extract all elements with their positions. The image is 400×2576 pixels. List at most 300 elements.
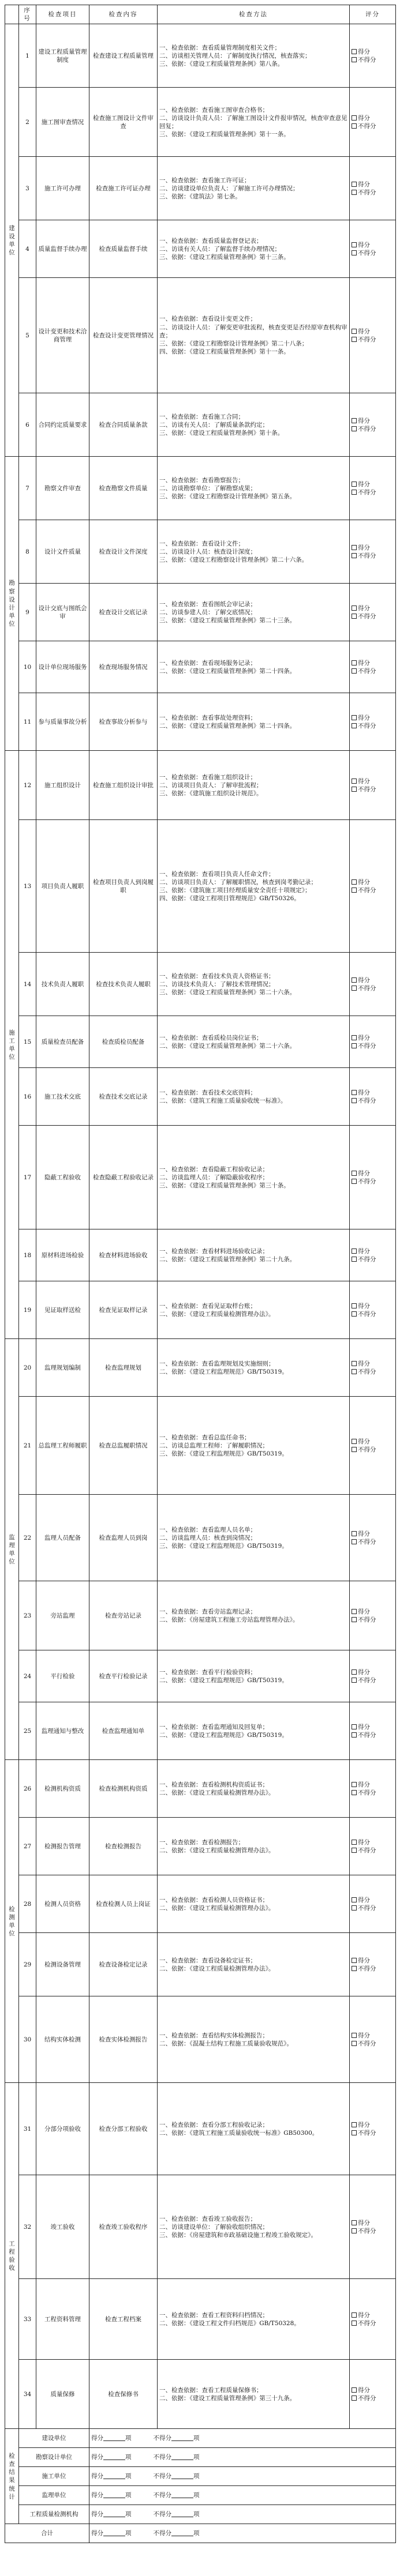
method-line: 二、访谈参建人员：了解交底情况； xyxy=(159,608,256,616)
checkbox-icon[interactable] xyxy=(352,49,357,54)
checkbox-icon[interactable] xyxy=(352,190,357,195)
checkbox-icon[interactable] xyxy=(352,1257,357,1262)
summary-row xyxy=(5,2505,396,2524)
row-seq: 15 xyxy=(19,1016,36,1068)
checkbox-icon[interactable] xyxy=(352,1678,357,1683)
summary-text: 不得分 xyxy=(153,2511,171,2518)
score-fail-option[interactable] xyxy=(352,2394,394,2402)
score-option-label: 不得分 xyxy=(358,1676,376,1684)
summary-text: 得分 xyxy=(91,2511,103,2518)
checkbox-icon[interactable] xyxy=(352,1531,357,1536)
score-option-label: 得分 xyxy=(358,114,370,122)
checkbox-icon[interactable] xyxy=(352,879,357,885)
score-option-label: 不得分 xyxy=(358,1965,376,1972)
score-fail-option[interactable] xyxy=(352,785,394,794)
score-fail-option[interactable] xyxy=(352,1178,394,1186)
summary-blank-field[interactable] xyxy=(103,2435,125,2441)
score-fail-option[interactable] xyxy=(352,886,394,894)
method-line: 二、访谈监理人员：核查到岗情况； xyxy=(159,1534,256,1541)
checkbox-icon[interactable] xyxy=(352,2396,357,2401)
row-item: 设计交底与图纸会审 xyxy=(36,584,89,641)
summary-blank-field[interactable] xyxy=(171,2473,193,2479)
row-seq: 8 xyxy=(19,520,36,584)
row-method xyxy=(158,2360,350,2429)
checkbox-icon[interactable] xyxy=(352,1043,357,1048)
checkbox-icon[interactable] xyxy=(352,1790,357,1795)
checkbox-icon[interactable] xyxy=(352,668,357,674)
row-method xyxy=(158,2279,350,2360)
checkbox-icon[interactable] xyxy=(352,2122,357,2127)
score-pass-option[interactable] xyxy=(352,1781,394,1789)
summary-blank-field[interactable] xyxy=(103,2511,125,2517)
score-fail-option[interactable] xyxy=(352,1255,394,1263)
row-score xyxy=(350,1397,396,1495)
row-item: 检测人员资格 xyxy=(36,1875,89,1933)
checkbox-icon[interactable] xyxy=(352,1035,357,1040)
table-row xyxy=(5,2360,396,2429)
score-fail-option[interactable] xyxy=(352,488,394,497)
checkbox-icon[interactable] xyxy=(352,1732,357,1738)
row-item: 质量监督手续办理 xyxy=(36,220,89,278)
row-seq: 29 xyxy=(19,1933,36,1996)
row-item: 分部分项验收 xyxy=(36,2083,89,2175)
row-method xyxy=(158,24,350,88)
category-label: 施工单位 xyxy=(9,1029,15,1061)
score-fail-option[interactable] xyxy=(352,1847,394,1855)
row-item: 质量检查员配备 xyxy=(36,1016,89,1068)
score-fail-option[interactable] xyxy=(352,2129,394,2137)
summary-blank-field[interactable] xyxy=(171,2530,193,2536)
header-item: 检查项目 xyxy=(36,5,89,24)
score-pass-option[interactable] xyxy=(352,1896,394,1904)
score-option-label: 得分 xyxy=(358,328,370,335)
row-seq: 28 xyxy=(19,1875,36,1933)
score-pass-option[interactable] xyxy=(352,604,394,612)
checkbox-icon[interactable] xyxy=(352,182,357,187)
row-content: 检查总监履职情况 xyxy=(89,1397,158,1495)
score-option-label: 得分 xyxy=(358,48,370,55)
table-row xyxy=(5,220,396,278)
method-line: 二、依据：《建设工程质量检测管理办法》。 xyxy=(159,1847,275,1854)
score-fail-option[interactable] xyxy=(352,1538,394,1546)
category-cell xyxy=(5,751,19,1339)
score-fail-option[interactable] xyxy=(352,249,394,257)
score-pass-option[interactable] xyxy=(352,976,394,984)
score-option-label: 得分 xyxy=(358,180,370,188)
score-option-label: 不得分 xyxy=(358,2319,376,2327)
score-pass-option[interactable] xyxy=(352,180,394,189)
score-pass-option[interactable] xyxy=(352,2032,394,2040)
score-fail-option[interactable] xyxy=(352,1446,394,1454)
score-pass-option[interactable] xyxy=(352,1668,394,1676)
checkbox-icon[interactable] xyxy=(352,426,357,431)
score-fail-option[interactable] xyxy=(352,1368,394,1376)
method-line: 一、检查依据：查看施工组织设计； xyxy=(159,773,256,781)
score-pass-option[interactable] xyxy=(352,1360,394,1368)
summary-blank-field[interactable] xyxy=(171,2511,193,2517)
row-score xyxy=(350,1650,396,1702)
score-pass-option[interactable] xyxy=(352,328,394,336)
score-pass-option[interactable] xyxy=(352,1089,394,1097)
table-row xyxy=(5,278,396,393)
checkbox-icon[interactable] xyxy=(352,250,357,255)
method-line: 三、依据：《建设工程勘察设计管理条例》第五条。 xyxy=(159,492,296,500)
score-fail-option[interactable] xyxy=(352,189,394,197)
score-option-label: 得分 xyxy=(358,1360,370,1367)
score-option-label: 不得分 xyxy=(358,722,376,729)
checkbox-icon[interactable] xyxy=(352,1369,357,1374)
summary-group-label xyxy=(5,2429,19,2524)
method-line: 一、检查依据：查看施工合同； xyxy=(159,413,244,420)
score-fail-option[interactable] xyxy=(352,612,394,621)
row-content: 检查施工组织设计审批 xyxy=(89,751,158,820)
checkbox-icon[interactable] xyxy=(352,1179,357,1184)
checkbox-icon[interactable] xyxy=(352,888,357,893)
score-option-label: 不得分 xyxy=(358,1904,376,1912)
row-seq: 5 xyxy=(19,278,36,393)
checkbox-icon[interactable] xyxy=(352,1439,357,1444)
table-row xyxy=(5,88,396,157)
summary-row xyxy=(5,2467,396,2486)
score-option-label: 得分 xyxy=(358,1034,370,1041)
checkbox-icon[interactable] xyxy=(352,986,357,991)
score-pass-option[interactable] xyxy=(352,544,394,552)
checkbox-icon[interactable] xyxy=(352,482,357,487)
score-pass-option[interactable] xyxy=(352,48,394,56)
row-content: 检查检测人员上岗证 xyxy=(89,1875,158,1933)
method-line: 二、访谈建设单位负责人：了解施工许可办理情况； xyxy=(159,185,299,192)
score-pass-option[interactable] xyxy=(352,1438,394,1446)
checkbox-icon[interactable] xyxy=(352,337,357,342)
summary-text: 得分 xyxy=(91,2473,103,2480)
score-option-label: 不得分 xyxy=(358,249,376,257)
score-fail-option[interactable] xyxy=(352,1789,394,1797)
method-line: 二、访谈技术负责人：了解技术管理情况； xyxy=(159,980,275,988)
checkbox-icon[interactable] xyxy=(352,606,357,611)
checkbox-icon[interactable] xyxy=(352,545,357,550)
table-row xyxy=(5,1996,396,2083)
summary-blank-field[interactable] xyxy=(103,2454,125,2460)
summary-blank-field[interactable] xyxy=(103,2530,125,2536)
checkbox-icon[interactable] xyxy=(352,1905,357,1911)
category-label: 工程验收 xyxy=(9,2240,15,2272)
checkbox-icon[interactable] xyxy=(352,1724,357,1729)
score-fail-option[interactable] xyxy=(352,336,394,344)
header-method: 检查方法 xyxy=(158,5,350,24)
row-seq: 26 xyxy=(19,1760,36,1818)
summary-blank-field[interactable] xyxy=(171,2435,193,2441)
row-item: 监理通知与整改 xyxy=(36,1702,89,1760)
header-seq: 序号 xyxy=(19,5,36,24)
checkbox-icon[interactable] xyxy=(352,1958,357,1963)
row-method xyxy=(158,278,350,393)
method-line: 一、检查依据：查看工程资料归档情况； xyxy=(159,2311,268,2319)
table-row xyxy=(5,1702,396,1760)
score-fail-option[interactable] xyxy=(352,56,394,64)
checkbox-icon[interactable] xyxy=(352,57,357,62)
score-fail-option[interactable] xyxy=(352,122,394,130)
row-score xyxy=(350,88,396,157)
checkbox-icon[interactable] xyxy=(352,660,357,665)
score-fail-option[interactable] xyxy=(352,1097,394,1105)
checkbox-icon[interactable] xyxy=(352,1098,357,1103)
score-option-label: 得分 xyxy=(358,604,370,612)
method-line: 三、依据：《建筑施工组织设计规范》。 xyxy=(159,789,263,797)
table-row xyxy=(5,584,396,641)
checkbox-icon[interactable] xyxy=(352,787,357,792)
table-row xyxy=(5,1339,396,1397)
method-line: 二、依据：《建设工程质量管理条例》第二十九条。 xyxy=(159,1255,296,1263)
row-score xyxy=(350,393,396,457)
score-pass-option[interactable] xyxy=(352,714,394,722)
score-option-label: 得分 xyxy=(358,714,370,721)
score-option-label: 得分 xyxy=(358,1169,370,1177)
checkbox-icon[interactable] xyxy=(352,1311,357,1317)
score-pass-option[interactable] xyxy=(352,2121,394,2129)
table-row xyxy=(5,1397,396,1495)
score-option-label: 得分 xyxy=(358,659,370,667)
row-item: 施工组织设计 xyxy=(36,751,89,820)
summary-blank-field[interactable] xyxy=(103,2473,125,2479)
score-pass-option[interactable] xyxy=(352,1169,394,1178)
row-item: 见证取样送检 xyxy=(36,1281,89,1339)
score-option-label: 不得分 xyxy=(358,425,376,433)
score-option-label: 不得分 xyxy=(358,1446,376,1453)
method-line: 一、检查依据：查看见证取样台账； xyxy=(159,1302,256,1310)
checkbox-icon[interactable] xyxy=(352,1966,357,1971)
checkbox-icon[interactable] xyxy=(352,1848,357,1853)
checkbox-icon[interactable] xyxy=(352,723,357,728)
score-option-label: 不得分 xyxy=(358,1255,376,1263)
checkbox-icon[interactable] xyxy=(352,2228,357,2233)
checkbox-icon[interactable] xyxy=(352,2321,357,2326)
row-item: 质量保修 xyxy=(36,2360,89,2429)
method-line: 四、依据：《建设工程质量管理条例》第十一条。 xyxy=(159,348,290,356)
method-line: 二、依据：《建设工程质量检测管理办法》。 xyxy=(159,1789,275,1796)
score-option-label: 不得分 xyxy=(358,189,376,196)
score-option-label: 得分 xyxy=(358,1089,370,1096)
checkbox-icon[interactable] xyxy=(352,977,357,983)
score-pass-option[interactable] xyxy=(352,114,394,122)
checkbox-icon[interactable] xyxy=(352,1303,357,1308)
checkbox-icon[interactable] xyxy=(352,1897,357,1902)
score-fail-option[interactable] xyxy=(352,984,394,992)
score-option-label: 不得分 xyxy=(358,667,376,675)
score-option-label: 不得分 xyxy=(358,1042,376,1050)
row-score xyxy=(350,641,396,693)
row-content: 检查事故分析参与 xyxy=(89,693,158,751)
row-seq: 16 xyxy=(19,1068,36,1126)
row-score xyxy=(350,2175,396,2279)
checklist-page xyxy=(5,5,395,2543)
score-fail-option[interactable] xyxy=(352,425,394,433)
score-pass-option[interactable] xyxy=(352,1608,394,1616)
method-line: 一、检查依据：查看质量管理制度相关文件； xyxy=(159,44,281,51)
score-pass-option[interactable] xyxy=(352,1838,394,1847)
score-fail-option[interactable] xyxy=(352,1904,394,1912)
table-row xyxy=(5,1818,396,1875)
checkbox-icon[interactable] xyxy=(352,1090,357,1095)
score-fail-option[interactable] xyxy=(352,1616,394,1624)
score-pass-option[interactable] xyxy=(352,878,394,886)
summary-row xyxy=(5,2524,396,2543)
score-option-label: 不得分 xyxy=(358,984,376,992)
row-method xyxy=(158,457,350,520)
score-fail-option[interactable] xyxy=(352,1965,394,1973)
score-option-label: 不得分 xyxy=(358,1847,376,1854)
method-line: 二、依据：《建设工程质量检测管理办法》。 xyxy=(159,1904,275,1912)
score-option-label: 不得分 xyxy=(358,1538,376,1545)
table-row xyxy=(5,1229,396,1281)
checkbox-icon[interactable] xyxy=(352,1669,357,1675)
checkbox-icon[interactable] xyxy=(352,1447,357,1452)
checkbox-icon[interactable] xyxy=(352,2041,357,2046)
row-method xyxy=(158,520,350,584)
checkbox-icon[interactable] xyxy=(352,553,357,558)
row-score xyxy=(350,24,396,88)
checkbox-icon[interactable] xyxy=(352,418,357,423)
row-method xyxy=(158,1760,350,1818)
checkbox-icon[interactable] xyxy=(352,123,357,129)
table-row xyxy=(5,157,396,220)
summary-text: 项 xyxy=(125,2435,132,2442)
score-fail-option[interactable] xyxy=(352,722,394,730)
checkbox-icon[interactable] xyxy=(352,614,357,619)
row-score xyxy=(350,1933,396,1996)
row-item: 施工图审查情况 xyxy=(36,88,89,157)
score-fail-option[interactable] xyxy=(352,667,394,675)
method-line: 三、依据：《建设工程质量管理条例》第八条。 xyxy=(159,60,284,67)
checkbox-icon[interactable] xyxy=(352,2312,357,2318)
row-content: 检查材料进场验收 xyxy=(89,1229,158,1281)
header-category xyxy=(5,5,19,24)
method-line: 一、检查依据：查看质量监督登记表； xyxy=(159,237,263,245)
score-pass-option[interactable] xyxy=(352,1034,394,1042)
score-pass-option[interactable] xyxy=(352,1957,394,1965)
summary-blank-field[interactable] xyxy=(171,2492,193,2498)
checkbox-icon[interactable] xyxy=(352,1782,357,1787)
score-pass-option[interactable] xyxy=(352,2386,394,2394)
method-line: 一、检查依据：查看隐蔽工程验收记录； xyxy=(159,1165,268,1173)
score-fail-option[interactable] xyxy=(352,1042,394,1050)
summary-label: 施工单位 xyxy=(19,2467,89,2486)
method-line: 一、检查依据：查看技术负责人资格证书； xyxy=(159,972,275,980)
score-option-label: 得分 xyxy=(358,1530,370,1537)
score-pass-option[interactable] xyxy=(352,1723,394,1731)
row-content: 检查设计交底记录 xyxy=(89,584,158,641)
row-method xyxy=(158,1650,350,1702)
score-option-label: 不得分 xyxy=(358,1731,376,1739)
row-score xyxy=(350,693,396,751)
method-line: 三、依据：《建筑法》第七条。 xyxy=(159,193,241,200)
row-seq: 17 xyxy=(19,1126,36,1229)
checkbox-icon[interactable] xyxy=(352,1617,357,1622)
checkbox-icon[interactable] xyxy=(352,1539,357,1544)
summary-row xyxy=(5,2486,396,2505)
checkbox-icon[interactable] xyxy=(352,1361,357,1366)
row-method xyxy=(158,1875,350,1933)
score-pass-option[interactable] xyxy=(352,2219,394,2227)
score-pass-option[interactable] xyxy=(352,659,394,667)
summary-values xyxy=(89,2524,396,2543)
score-option-label: 得分 xyxy=(358,2121,370,2129)
checkbox-icon[interactable] xyxy=(352,1171,357,1176)
row-item: 合同约定质量要求 xyxy=(36,393,89,457)
method-line: 三、依据：《建设工程质量管理条例》第二十六条。 xyxy=(159,988,296,996)
score-option-label: 得分 xyxy=(358,1781,370,1788)
checkbox-icon[interactable] xyxy=(352,1248,357,1254)
row-seq: 19 xyxy=(19,1281,36,1339)
table-row xyxy=(5,1495,396,1581)
score-pass-option[interactable] xyxy=(352,1247,394,1255)
score-pass-option[interactable] xyxy=(352,1530,394,1538)
score-pass-option[interactable] xyxy=(352,480,394,488)
row-content: 检查现场服务情况 xyxy=(89,641,158,693)
checkbox-icon[interactable] xyxy=(352,2220,357,2225)
category-cell xyxy=(5,457,19,751)
score-fail-option[interactable] xyxy=(352,2040,394,2048)
score-fail-option[interactable] xyxy=(352,552,394,560)
score-fail-option[interactable] xyxy=(352,1310,394,1318)
summary-text: 得分 xyxy=(91,2492,103,2499)
row-content: 检查施工图设计文件审查 xyxy=(89,88,158,157)
header-score: 评分 xyxy=(350,5,396,24)
score-fail-option[interactable] xyxy=(352,1731,394,1739)
row-score xyxy=(350,1702,396,1760)
checkbox-icon[interactable] xyxy=(352,242,357,247)
row-seq: 32 xyxy=(19,2175,36,2279)
score-pass-option[interactable] xyxy=(352,2311,394,2319)
score-pass-option[interactable] xyxy=(352,417,394,425)
checkbox-icon[interactable] xyxy=(352,1609,357,1614)
row-content: 检查监理规划 xyxy=(89,1339,158,1397)
checkbox-icon[interactable] xyxy=(352,490,357,495)
table-row xyxy=(5,1760,396,1818)
score-pass-option[interactable] xyxy=(352,241,394,249)
score-fail-option[interactable] xyxy=(352,1676,394,1684)
row-score xyxy=(350,1818,396,1875)
summary-text: 项 xyxy=(193,2435,200,2442)
row-score xyxy=(350,1581,396,1650)
score-option-label: 不得分 xyxy=(358,1789,376,1796)
checkbox-icon[interactable] xyxy=(352,2387,357,2393)
table-row xyxy=(5,2175,396,2279)
score-option-label: 不得分 xyxy=(358,1178,376,1185)
row-item: 监理人员配备 xyxy=(36,1495,89,1581)
summary-blank-field[interactable] xyxy=(103,2492,125,2498)
summary-blank-field[interactable] xyxy=(171,2454,193,2460)
checkbox-icon[interactable] xyxy=(352,2033,357,2038)
row-score xyxy=(350,1339,396,1397)
checkbox-icon[interactable] xyxy=(352,715,357,720)
score-fail-option[interactable] xyxy=(352,2227,394,2235)
checkbox-icon[interactable] xyxy=(352,115,357,121)
checkbox-icon[interactable] xyxy=(352,329,357,334)
row-seq: 22 xyxy=(19,1495,36,1581)
score-option-label: 不得分 xyxy=(358,1310,376,1318)
checkbox-icon[interactable] xyxy=(352,1840,357,1845)
summary-label: 监理单位 xyxy=(19,2486,89,2505)
score-fail-option[interactable] xyxy=(352,2319,394,2327)
checkbox-icon[interactable] xyxy=(352,2130,357,2135)
score-pass-option[interactable] xyxy=(352,1302,394,1310)
checkbox-icon[interactable] xyxy=(352,779,357,784)
method-line: 一、检查依据：查看监理通知及回复单； xyxy=(159,1723,268,1731)
row-item: 检测设备管理 xyxy=(36,1933,89,1996)
method-line: 三、依据：《房屋建筑和市政基础设施工程竣工验收规定》。 xyxy=(159,2231,317,2239)
row-score xyxy=(350,1229,396,1281)
score-pass-option[interactable] xyxy=(352,777,394,785)
